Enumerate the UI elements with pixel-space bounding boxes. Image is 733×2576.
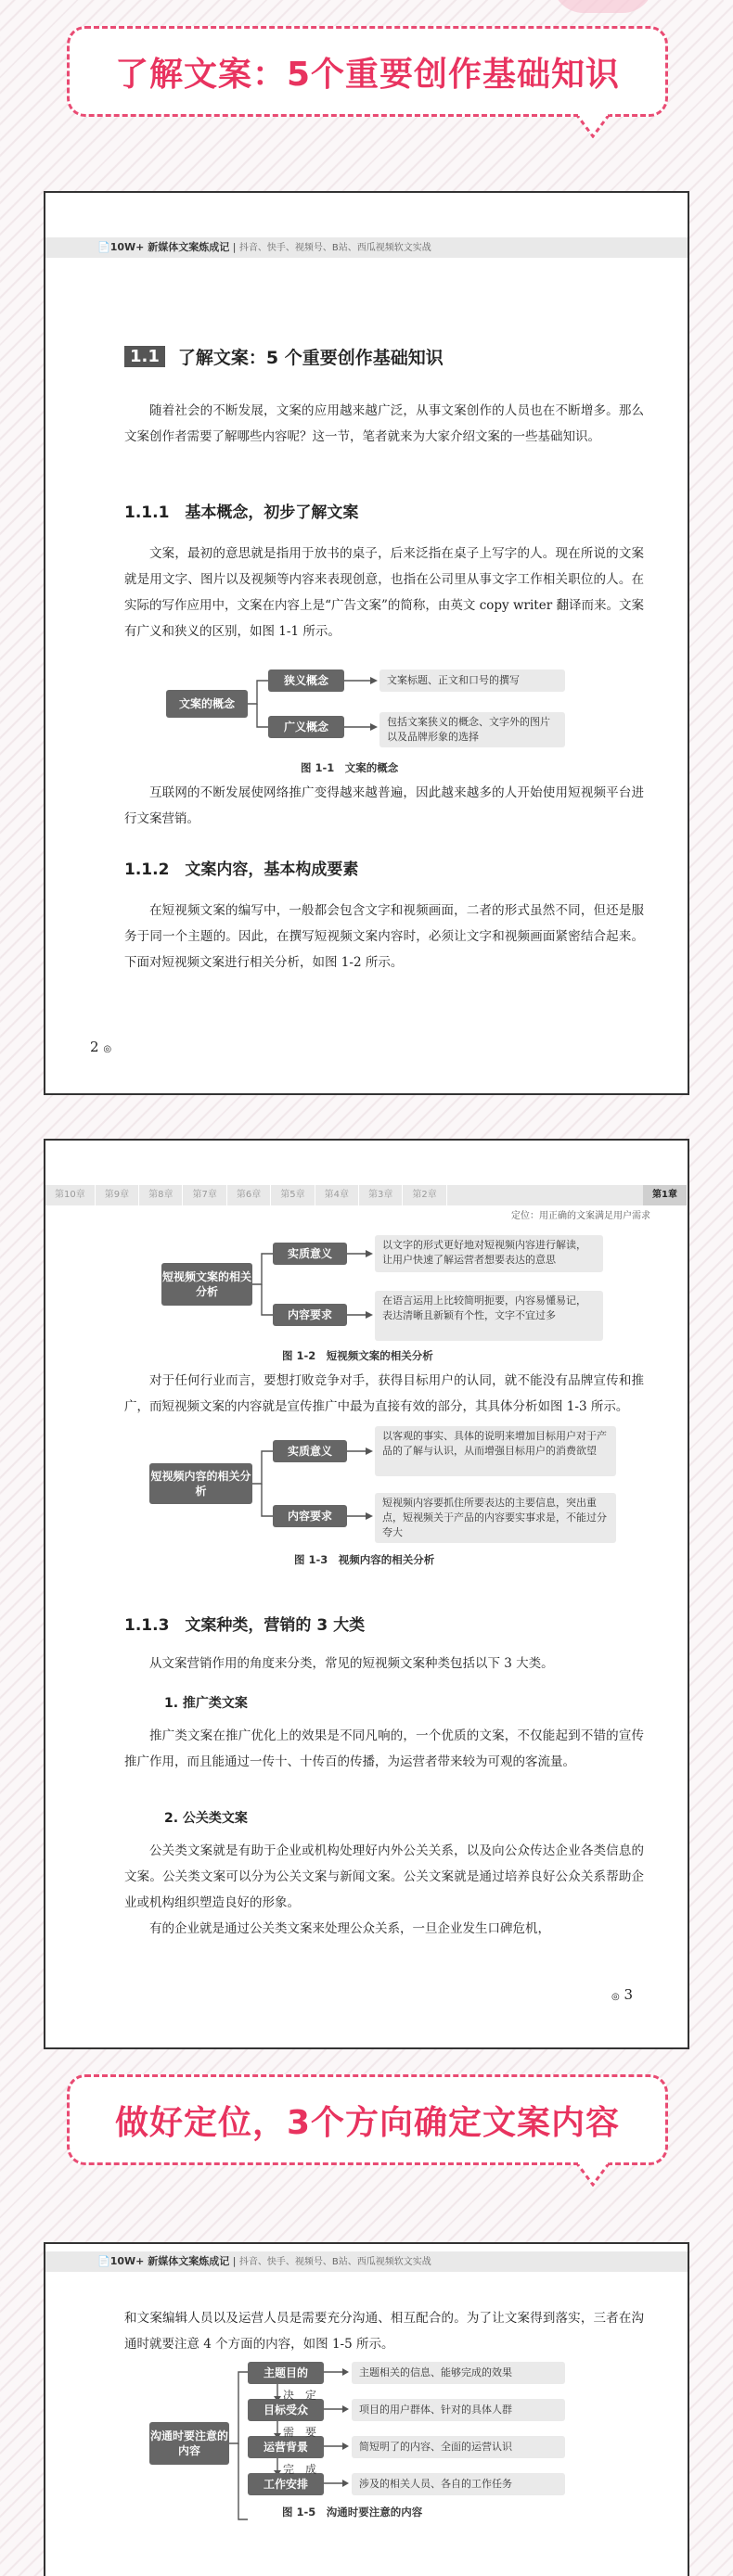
chapter-tab: 第5章: [271, 1185, 315, 1205]
heading-promotion: 1. 推广类文案: [164, 1696, 248, 1711]
book-page-2: [44, 191, 689, 1095]
page-number-3: ◎ 3: [611, 1986, 634, 2003]
book-title: 10W+ 新媒体文案炼成记: [109, 241, 230, 253]
chapter-tab: 第8章: [139, 1185, 183, 1205]
section-banner-2: [67, 2074, 668, 2165]
chapter-tab: 第10章: [45, 1185, 96, 1205]
paragraph-branding: 对于任何行业而言，要想打败竞争对手，获得目标用户的认同，就不能没有品牌宣传和推广，而短视频文案的内容就是宣传推广中最为直接有效的部分，其具体分析如图 1-3 所示。: [124, 1373, 644, 1414]
fig5-item-note: 项目的用户群体、针对的具体人群: [352, 2399, 565, 2421]
fig1-root-box: 文案的概念: [166, 690, 248, 718]
fig5-item-note: 涉及的相关人员、各自的工作任务: [352, 2473, 565, 2495]
chapter-tab: 第7章: [183, 1185, 226, 1205]
fig3-caption: 图 1-3 视频内容的相关分析: [294, 1553, 435, 1566]
fig2-root-box: 短视频文案的相关分析: [161, 1263, 252, 1306]
section-banner-1: [67, 26, 668, 117]
running-head: 📄10W+ 新媒体文案炼成记 | 抖音、快手、视频号、B站、西瓜视频软文实战: [45, 237, 688, 258]
book-subtitle: 抖音、快手、视频号、B站、西瓜视频软文实战: [238, 243, 431, 253]
book-subtitle: 抖音、快手、视频号、B站、西瓜视频软文实战: [238, 2257, 431, 2267]
fig1-narrow-box: 狭义概念: [268, 670, 344, 692]
fig1-caption: 图 1-1 文案的概念: [301, 761, 399, 774]
fig5-item-note: 主题相关的信息、能够完成的效果: [352, 2362, 565, 2384]
fig5-arrow-label: 完 成: [283, 2463, 317, 2476]
fig2-meaning-box: 实质意义: [273, 1243, 347, 1265]
chapter-tab: 第6章: [227, 1185, 271, 1205]
fig3-root-box: 短视频内容的相关分析: [149, 1463, 252, 1504]
book-page-4: [44, 2242, 689, 2576]
fig5-item-note: 简短明了的内容、全面的运营认识: [352, 2436, 565, 2458]
paragraph-pr: 公关类文案就是有助于企业或机构处理好内外公关关系，以及向公众传达企业各类信息的文案。公关类文案可以分为公关文案与新闻文案。公关文案就是通过培养良好公众关系帮助企业或机构组织塑造良好的形象。: [124, 1843, 644, 1910]
fig5-root-box: 沟通时要注意的内容: [149, 2422, 229, 2465]
banner-title: 做好定位，3个方向确定文案内容: [114, 2103, 621, 2142]
fig2-meaning-note: 以文字的形式更好地对短视频内容进行解读，让用户快速了解运营者想要表达的意思: [375, 1235, 603, 1272]
paragraph-promotion: 推广类文案在推广优化上的效果是不同凡响的，一个优质的文案，不仅能起到不错的宣传推广作用，而且能通过一传十、十传百的传播，为运营者带来较为可观的客流量。: [124, 1728, 644, 1769]
paragraph-pr-crisis: 有的企业就是通过公关类文案来处理公众关系，一旦企业发生口碑危机，: [149, 1921, 550, 1936]
running-head: 📄10W+ 新媒体文案炼成记 | 抖音、快手、视频号、B站、西瓜视频软文实战: [45, 2251, 688, 2272]
right-running-head: 定位：用正确的文案满足用户需求: [511, 1211, 650, 1221]
section-title: 了解文案：5 个重要创作基础知识: [177, 348, 444, 368]
book-page-3: [44, 1139, 689, 2049]
fig1-narrow-note: 文案标题、正文和口号的撰写: [379, 670, 565, 692]
fig3-requirement-box: 内容要求: [273, 1505, 347, 1527]
banner-tail: [576, 114, 610, 138]
heading-pr: 2. 公关类文案: [164, 1811, 248, 1826]
fig5-item-box: 主题目的: [248, 2362, 324, 2384]
fig5-arrow-label: 需 要: [283, 2426, 317, 2439]
fig5-item-box: 目标受众: [248, 2399, 324, 2421]
fig5-item-box: 运营背景: [248, 2436, 324, 2458]
paragraph-1-1-1: 文案，最初的意思就是指用于放书的桌子，后来泛指在桌子上写字的人。现在所说的文案就是用文字、图片以及视频等内容来表现创意，也指在公司里从事文字工作相关职位的人。在实际的写作应用中，文案在内容上是“广告文案”的简称，由英文 copy writer 翻译而来。文案有广义和狭义的区别，如图 1-1 所示。: [124, 546, 644, 639]
chapter-tab: 第2章: [403, 1185, 446, 1205]
fig2-requirement-box: 内容要求: [273, 1304, 347, 1326]
fig3-meaning-box: 实质意义: [273, 1440, 347, 1462]
fig2-requirement-note: 在语言运用上比较简明扼要，内容易懂易记，表达清晰且新颖有个性，文字不宜过多: [375, 1291, 603, 1341]
book-title: 10W+ 新媒体文案炼成记: [109, 2255, 230, 2267]
fig5-caption: 图 1-5 沟通时要注意的内容: [282, 2506, 423, 2519]
fig2-caption: 图 1-2 短视频文案的相关分析: [282, 1349, 433, 1362]
subsection-1-1-2: 1.1.2 文案内容，基本构成要素: [124, 861, 359, 879]
paragraph-1-1-1b: 互联网的不断发展使网络推广变得越来越普遍，因此越来越多的人开始使用短视频平台进行文案营销。: [124, 785, 644, 826]
paragraph-communication: 和文案编辑人员以及运营人员是需要充分沟通、相互配合的。为了让文案得到落实，三者在沟通时就要注意 4 个方面的内容，如图 1-5 所示。: [124, 2311, 644, 2352]
fig5-item-box: 工作安排: [248, 2473, 324, 2495]
chapter-tab-current: 第1章: [643, 1185, 688, 1205]
banner-title: 了解文案：5个重要创作基础知识: [114, 55, 621, 94]
chapter-tab: 第3章: [359, 1185, 403, 1205]
chapter-tab: 第4章: [315, 1185, 359, 1205]
decorative-blob: [552, 0, 654, 13]
paragraph-intro: 随着社会的不断发展，文案的应用越来越广泛，从事文案创作的人员也在不断增多。那么文案创作者需要了解哪些内容呢？这一节，笔者就来为大家介绍文案的一些基础知识。: [124, 403, 644, 444]
subsection-1-1-1: 1.1.1 基本概念，初步了解文案: [124, 504, 359, 522]
section-number: 1.1: [124, 346, 165, 367]
paragraph-categories: 从文案营销作用的角度来分类，常见的短视频文案种类包括以下 3 大类。: [149, 1656, 554, 1671]
fig1-broad-note: 包括文案狭义的概念、文字外的图片以及品牌形象的选择: [379, 712, 565, 747]
subsection-1-1-3: 1.1.3 文案种类，营销的 3 大类: [124, 1616, 366, 1635]
fig3-meaning-note: 以客观的事实、具体的说明来增加目标用户对于产品的了解与认识，从而增强目标用户的消费欲望: [375, 1426, 616, 1476]
page-number-2: 2 ◎: [90, 1039, 112, 1055]
book-icon: 📄: [97, 241, 110, 253]
fig1-broad-box: 广义概念: [268, 716, 344, 738]
fig5-arrow-label: 决 定: [283, 2389, 317, 2402]
book-icon: 📄: [97, 2255, 110, 2267]
banner-tail: [576, 2162, 610, 2187]
chapter-tab: 第9章: [96, 1185, 139, 1205]
fig3-requirement-note: 短视频内容要抓住所要表达的主要信息，突出重点，短视频关于产品的内容要实事求是，不能过分夸大: [375, 1493, 616, 1543]
paragraph-1-1-2: 在短视频文案的编写中，一般都会包含文字和视频画面，二者的形式虽然不同，但还是服务于同一个主题的。因此，在撰写短视频文案内容时，必须让文字和视频画面紧密结合起来。下面对短视频文案进行相关分析，如图 1-2 所示。: [124, 903, 644, 970]
